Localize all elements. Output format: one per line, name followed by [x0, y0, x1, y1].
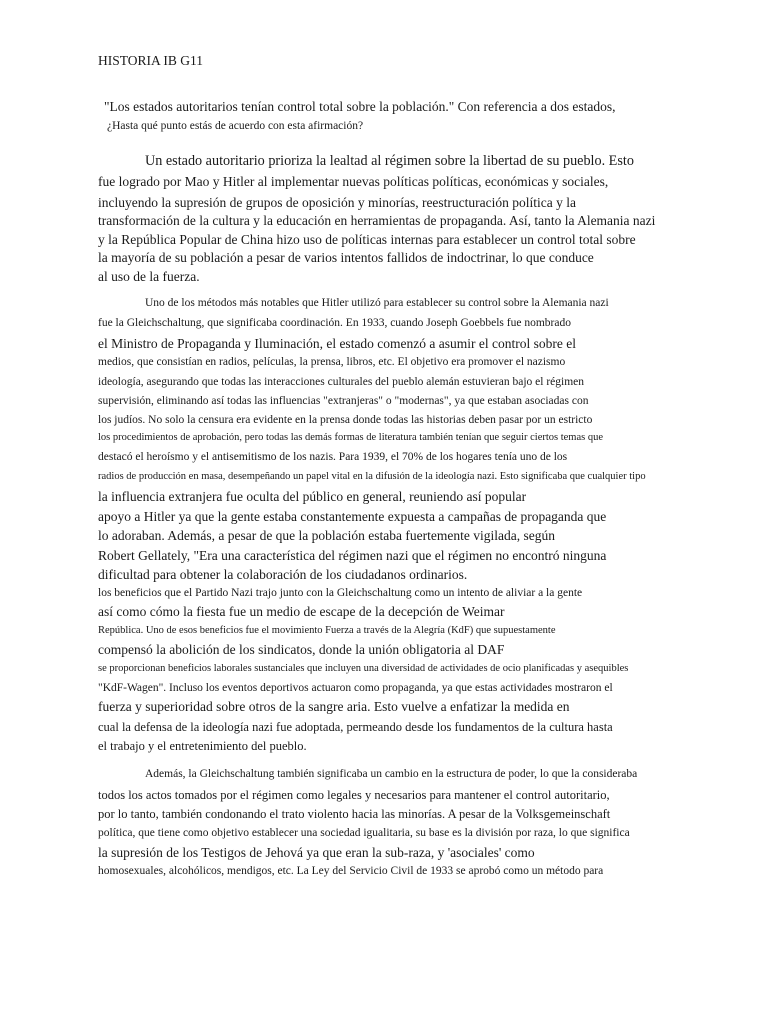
paragraph-2-line: cual la defensa de la ideología nazi fue adoptada, permeando desde los fundamentos de la cultura hasta [98, 720, 613, 734]
paragraph-2-line: Uno de los métodos más notables que Hitler utilizó para establecer su control sobre la Alemania nazi [145, 297, 609, 309]
paragraph-2-line: "KdF-Wagen". Incluso los eventos deportivos actuaron como propaganda, ya que estas actividades mostraron el [98, 682, 613, 694]
paragraph-2-line: el trabajo y el entretenimiento del pueblo. [98, 739, 307, 753]
paragraph-2-line: compensó la abolición de los sindicatos, donde la unión obligatoria al DAF [98, 642, 505, 657]
paragraph-2-line: radios de producción en masa, desempeñando un papel vital en la difusión de la ideología nazi. Esto significaba que cualquier tipo [98, 471, 646, 482]
paragraph-1-line: incluyendo la supresión de grupos de oposición y minorías, reestructuración política y la [98, 195, 577, 210]
paragraph-1-line: la mayoría de su población a pesar de varios intentos fallidos de indoctrinar, lo que conduce [98, 250, 594, 265]
paragraph-3-line: por lo tanto, también condonando el trato violento hacia las minorías. A pesar de la Volksgemeinschaft [98, 807, 611, 821]
paragraph-1-line: al uso de la fuerza. [98, 269, 200, 284]
paragraph-2-line: medios, que consistían en radios, películas, la prensa, libros, etc. El objetivo era promover el nazismo [98, 356, 566, 368]
paragraph-3-line: política, que tiene como objetivo establecer una sociedad igualitaria, su base es la división por raza, lo que significa [98, 827, 630, 839]
essay-prompt-line-2: ¿Hasta qué punto estás de acuerdo con esta afirmación? [107, 120, 364, 132]
paragraph-2-line: fue la Gleichschaltung, que significaba coordinación. En 1933, cuando Joseph Goebbels fue nombrado [98, 317, 571, 329]
paragraph-3-line: todos los actos tomados por el régimen como legales y necesarios para mantener el control autoritario, [98, 788, 610, 802]
paragraph-2-line: ideología, asegurando que todas las interacciones culturales del pueblo alemán estuvieran bajo el régimen [98, 376, 585, 388]
paragraph-3-line: la supresión de los Testigos de Jehová ya que eran la sub-raza, y 'asociales' como [98, 845, 535, 860]
paragraph-2-line: los procedimientos de aprobación, pero todas las demás formas de literatura también tenían que seguir ciertos temas que [98, 432, 603, 443]
paragraph-2-line: supervisión, eliminando así todas las influencias "extranjeras" o "modernas", ya que estaban asociadas con [98, 395, 589, 407]
paragraph-1-line: fue logrado por Mao y Hitler al implementar nuevas políticas políticas, económicas y sociales, [98, 174, 609, 189]
essay-prompt-line-1: "Los estados autoritarios tenían control total sobre la población." Con referencia a dos estados, [104, 99, 616, 114]
paragraph-2-line: destacó el heroísmo y el antisemitismo de los nazis. Para 1939, el 70% de los hogares tenía uno de los [98, 451, 568, 463]
paragraph-3-line: homosexuales, alcohólicos, mendigos, etc. La Ley del Servicio Civil de 1933 se aprobó como un método para [98, 865, 604, 877]
paragraph-2-line: fuerza y superioridad sobre otros de la sangre aria. Esto vuelve a enfatizar la medida en [98, 699, 570, 714]
paragraph-2-line: Robert Gellately, "Era una característica del régimen nazi que el régimen no encontró ninguna [98, 548, 607, 563]
paragraph-1-line: y la República Popular de China hizo uso de políticas internas para establecer un control total sobre [98, 232, 636, 247]
paragraph-1-line: Un estado autoritario prioriza la lealtad al régimen sobre la libertad de su pueblo. Esto [145, 153, 634, 169]
paragraph-2-line: lo adoraban. Además, a pesar de que la población estaba fuertemente vigilada, según [98, 528, 555, 543]
paragraph-1-line: transformación de la cultura y la educación en herramientas de propaganda. Así, tanto la Alemania nazi [98, 213, 656, 228]
course-header: HISTORIA IB G11 [98, 53, 204, 68]
paragraph-2-line: apoyo a Hitler ya que la gente estaba constantemente expuesta a campañas de propaganda que [98, 509, 607, 524]
paragraph-2-line: así como cómo la fiesta fue un medio de escape de la decepción de Weimar [98, 604, 505, 619]
paragraph-2-line: los beneficios que el Partido Nazi trajo junto con la Gleichschaltung como un intento de aliviar a la gente [98, 587, 583, 599]
paragraph-3-line: Además, la Gleichschaltung también significaba un cambio en la estructura de poder, lo que la consideraba [145, 768, 638, 780]
paragraph-2-line: se proporcionan beneficios laborales sustanciales que incluyen una diversidad de actividades de ocio planificadas y asequibles [98, 663, 629, 674]
paragraph-2-line: la influencia extranjera fue oculta del público en general, reuniendo así popular [98, 489, 527, 504]
paragraph-2-line: dificultad para obtener la colaboración de los ciudadanos ordinarios. [98, 567, 468, 582]
paragraph-2-line: República. Uno de esos beneficios fue el movimiento Fuerza a través de la Alegría (KdF) que supuestamente [98, 625, 556, 636]
paragraph-2-line: los judíos. No solo la censura era evidente en la prensa donde todas las historias deben pasar por un estricto [98, 414, 593, 426]
paragraph-2-line: el Ministro de Propaganda y Iluminación, el estado comenzó a asumir el control sobre el [98, 336, 576, 351]
